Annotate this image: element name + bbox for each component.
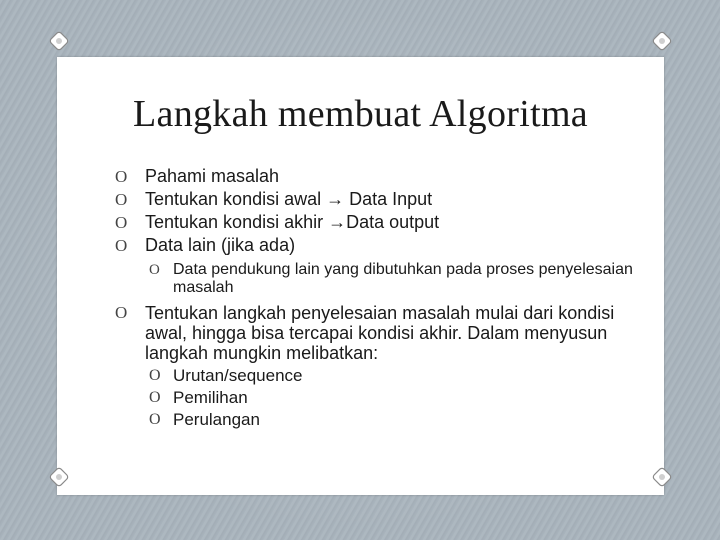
list-item-text: Tentukan kondisi akhir →Data output xyxy=(145,212,440,232)
list-item-text: Tentukan langkah penyelesaian masalah mulai dari kondisi awal, hingga bisa tercapai kondisi akhir. Dalam menyusun langkah mungkin melibatkan: xyxy=(145,303,615,363)
bullet-icon: O xyxy=(149,262,160,278)
list-item xyxy=(115,409,635,431)
list-item xyxy=(115,387,635,409)
list-item-text: Tentukan kondisi awal → Data Input xyxy=(145,189,433,209)
bullet-list xyxy=(115,165,635,431)
bullet-icon: O xyxy=(115,303,128,322)
bullet-icon: O xyxy=(115,190,128,209)
list-item-text: Urutan/sequence xyxy=(173,366,303,385)
list-item-text: Perulangan xyxy=(173,410,260,429)
list-item xyxy=(115,365,635,387)
bullet-icon: O xyxy=(149,389,161,406)
bullet-icon: O xyxy=(115,213,128,232)
list-item xyxy=(115,211,635,234)
bullet-icon: O xyxy=(149,367,161,384)
slide-title: Langkah membuat Algoritma xyxy=(133,93,588,135)
list-item xyxy=(115,188,635,211)
list-item xyxy=(115,165,635,188)
list-item xyxy=(115,303,635,363)
pushpin-icon xyxy=(651,466,673,488)
list-item xyxy=(115,234,635,257)
list-item-text: Pahami masalah xyxy=(145,166,280,186)
list-item-text: Data pendukung lain yang dibutuhkan pada proses penyelesaian masalah xyxy=(173,261,633,296)
bullet-icon: O xyxy=(115,236,128,255)
pushpin-icon xyxy=(651,30,673,52)
bullet-icon: O xyxy=(115,167,128,186)
bullet-icon: O xyxy=(149,411,161,428)
list-item-text: Pemilihan xyxy=(173,388,248,407)
pushpin-icon xyxy=(48,466,70,488)
pushpin-icon xyxy=(48,30,70,52)
list-item xyxy=(115,261,635,297)
list-item-text: Data lain (jika ada) xyxy=(145,235,296,255)
